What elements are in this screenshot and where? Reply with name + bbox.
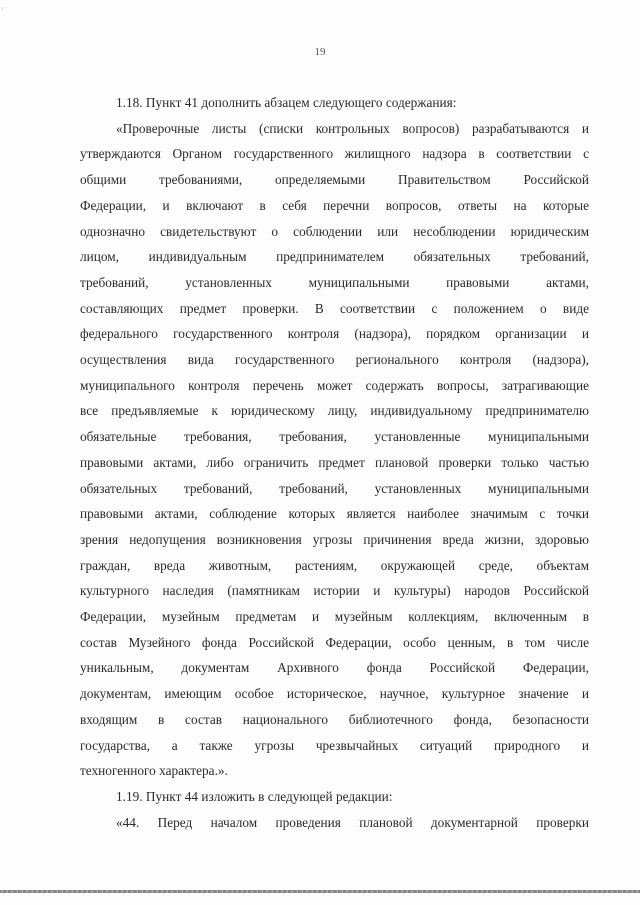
text-line: лицом, индивидуальным предпринимателем обязательных требований, [80, 249, 589, 265]
text-line: уникальным, документам Архивного фонда Российской Федерации, [80, 660, 589, 676]
scan-edge-line [0, 890, 640, 893]
text-line: состав Музейного фонда Российской Федерации, особо ценным, в том числе [80, 634, 589, 650]
text-line: составляющих предмет проверки. В соответствии с положением о виде [80, 300, 589, 316]
text-line: документам, имеющим особое историческое, научное, культурное значение и [80, 686, 589, 702]
text-line: муниципального контроля перечень может содержать вопросы, затрагивающие [80, 377, 589, 393]
text-line: общими требованиями, определяемыми Правительством Российской [80, 172, 589, 188]
text-line: федерального государственного контроля (надзора), порядком организации и [80, 326, 589, 342]
text-line: 1.18. Пункт 41 дополнить абзацем следующего содержания: [116, 95, 457, 110]
text-line: «44. Перед началом проведения плановой документарной проверки [116, 814, 589, 830]
text-line: государства, а также угрозы чрезвычайных ситуаций природного и [80, 737, 589, 753]
text-line: зрения недопущения возникновения угрозы причинения вреда жизни, здоровью [80, 531, 589, 547]
text-line: входящим в состав национального библиотечного фонда, безопасности [80, 711, 589, 727]
text-line: граждан, вреда животным, растениям, окружающей среде, объектам [80, 557, 589, 573]
text-line: «Проверочные листы (списки контрольных вопросов) разрабатываются и [116, 120, 589, 136]
text-line: Федерации, музейным предметам и музейным коллекциям, включенным в [80, 609, 589, 625]
text-line: все предъявляемые к юридическому лицу, индивидуальному предпринимателю [80, 403, 589, 419]
text-line: Федерации, и включают в себя перечни вопросов, ответы на которые [80, 197, 589, 213]
text-line: обязательных требований, требований, установленных муниципальными [80, 480, 589, 496]
document-body [80, 90, 589, 835]
text-line: осуществления вида государственного регионального контроля (надзора), [80, 352, 589, 368]
text-line: 1.19. Пункт 44 изложить в следующей редакции: [116, 788, 393, 804]
text-line: правовыми актами, либо ограничить предмет плановой проверки только частью [80, 454, 589, 470]
text-line: обязательные требования, требования, установленные муниципальными [80, 429, 589, 445]
text-line: культурного наследия (памятникам истории и культуры) народов Российской [80, 583, 589, 599]
text-line: однозначно свидетельствуют о соблюдении или несоблюдении юридическим [80, 223, 589, 239]
text-line: техногенного характера.». [80, 763, 228, 779]
text-line: утверждаются Органом государственного жилищного надзора в соответствии с [80, 146, 589, 162]
page-number: 19 [314, 46, 326, 58]
scan-mark: ' [2, 6, 4, 15]
text-line: требований, установленных муниципальными правовыми актами, [80, 274, 589, 290]
text-line: правовыми актами, соблюдение которых является наиболее значимым с точки [80, 506, 589, 522]
